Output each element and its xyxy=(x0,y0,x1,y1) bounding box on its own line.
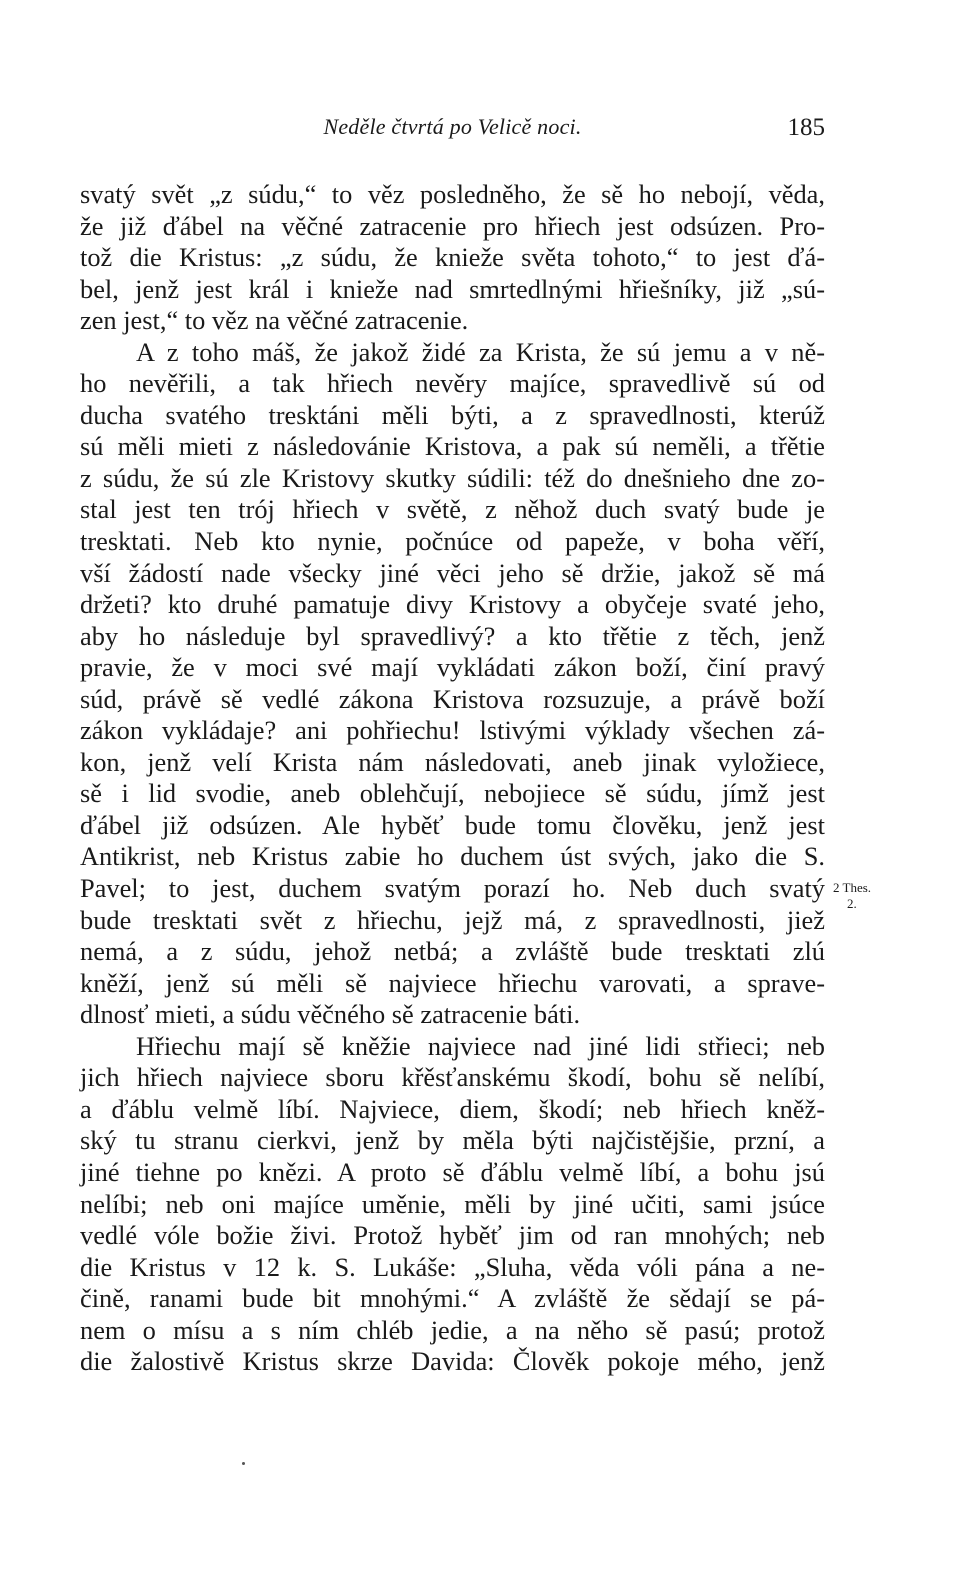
text-line: držeti? kto druhé pamatuje divy Kristovy a obyčeje svaté jeho, xyxy=(80,589,825,620)
text-line: svatý svět „z súdu,“ to věz posledněho, že sě ho nebojí, věda, xyxy=(80,179,825,209)
text-line: kněží, jenž sú měli sě najviece hřiechu varovati, a sprave- xyxy=(80,967,825,998)
paragraph-start-line: A z toho máš, že jakož židé za Krista, že sú jemu a v ně- xyxy=(136,336,825,367)
text-line: stal jest ten trój hřiech v světě, z něhož duch svatý bude je xyxy=(80,494,825,525)
text-line: sě i lid svodie, aneb oblehčují, nebojiece sě súdu, jímž jest xyxy=(80,778,825,809)
text-line: dlnosť mieti, a súdu věčného sě zatracenie báti. xyxy=(80,999,581,1030)
text-line: pravie, že v moci své mají vykládati zákon boží, činí pravý xyxy=(80,652,825,683)
text-line: nelíbi; neb oni majíce uměnie, měli by jiné učiti, sami jsúce xyxy=(80,1188,825,1219)
text-line: vedlé vóle božie živi. Protož hyběť jim od ran mnohých; neb xyxy=(80,1220,825,1251)
running-head xyxy=(80,114,825,148)
text-line: jiné tiehne po knězi. A proto sě ďáblu velmě líbí, a bohu jsú xyxy=(80,1156,825,1187)
text-line: tresktati. Neb kto nynie, počnúce od papeže, v boha věří, xyxy=(80,526,825,557)
text-line: zákon vykládaje? ani pohřiechu! lstivými výklady všechen zá- xyxy=(80,715,825,746)
text-line: nemá, a z súdu, jehož netbá; a zvláště bude tresktati zlú xyxy=(80,936,825,967)
text-line: die žalostivě Kristus skrze Davida: Člověk pokoje mého, jenž xyxy=(80,1346,825,1377)
ink-speck xyxy=(242,1462,245,1465)
text-line: kon, jenž velí Krista nám následovati, aneb jinak vyložiece, xyxy=(80,746,825,777)
text-line: ducha svatého tresktáni měli býti, a z spravedlnosti, kterúž xyxy=(80,399,825,430)
text-line: die Kristus v 12 k. S. Lukáše: „Sluha, věda vóli pána a ne- xyxy=(80,1251,825,1282)
text-line: nem o mísu a s ním chléb jedie, a na něho sě pasú; protož xyxy=(80,1314,825,1345)
text-line: Pavel; to jest, duchem svatým porazí ho. Neb duch svatý xyxy=(80,873,825,904)
text-line: zen jest,“ to věz na věčné zatracenie. xyxy=(80,305,469,336)
text-line: a ďáblu velmě líbí. Najviece, diem, škodí; neb hřiech kněž- xyxy=(80,1093,825,1124)
text-line: ský tu stranu cierkvi, jenž by měla býti najčistějšie, przní, a xyxy=(80,1125,825,1156)
body-text xyxy=(80,179,825,1378)
running-title: Neděle čtvrtá po Velicě noci. xyxy=(323,114,582,139)
page-number: 185 xyxy=(787,114,825,141)
text-line: bude tresktati svět z hřiechu, jejž má, z spravedlnosti, jiež xyxy=(80,904,825,935)
text-line: že již ďábel na věčné zatracenie pro hřiech jest odsúzen. Pro- xyxy=(80,210,825,241)
margin-reference xyxy=(833,880,913,912)
text-line: tož die Kristus: „z súdu, že knieže světa tohoto,“ to jest ďá- xyxy=(80,242,825,273)
text-line: jich hřiech najviece sboru křěsťanskému škodí, bohu sě nelíbí, xyxy=(80,1062,825,1093)
margin-reference-book: 2 Thes. xyxy=(833,880,872,895)
text-line: súd, právě sě vedlé zákona Kristova rozsuzuje, a právě boží xyxy=(80,683,825,714)
text-line: bel, jenž jest král i knieže nad smrtedlnými hřiešníky, již „sú- xyxy=(80,273,825,304)
text-line: sú měli mieti z následovánie Kristova, a pak sú neměli, a třětie xyxy=(80,431,825,462)
text-line: z súdu, že sú zle Kristovy skutky súdili: též do dnešnieho dne zo- xyxy=(80,462,825,493)
text-line: Antikrist, neb Kristus zabie ho duchem úst svých, jako die S. xyxy=(80,841,825,872)
margin-reference-chapter: 2. xyxy=(847,896,857,911)
text-line: ho nevěřili, a tak hřiech nevěry majíce, spravedlivě sú od xyxy=(80,368,825,399)
paragraph-start-line: Hřiechu mají sě kněžie najviece nad jiné lidi střieci; neb xyxy=(136,1030,825,1061)
text-line: aby ho následuje byl spravedlivý? a kto třětie z těch, jenž xyxy=(80,620,825,651)
text-line: ďábel již odsúzen. Ale hyběť bude tomu člověku, jenž jest xyxy=(80,809,825,840)
text-line: vší žádostí nade všecky jiné věci jeho sě držie, jakož sě má xyxy=(80,557,825,588)
text-line: čině, ranami bude bit mnohými.“ A zvláště že sědají se pá- xyxy=(80,1283,825,1314)
